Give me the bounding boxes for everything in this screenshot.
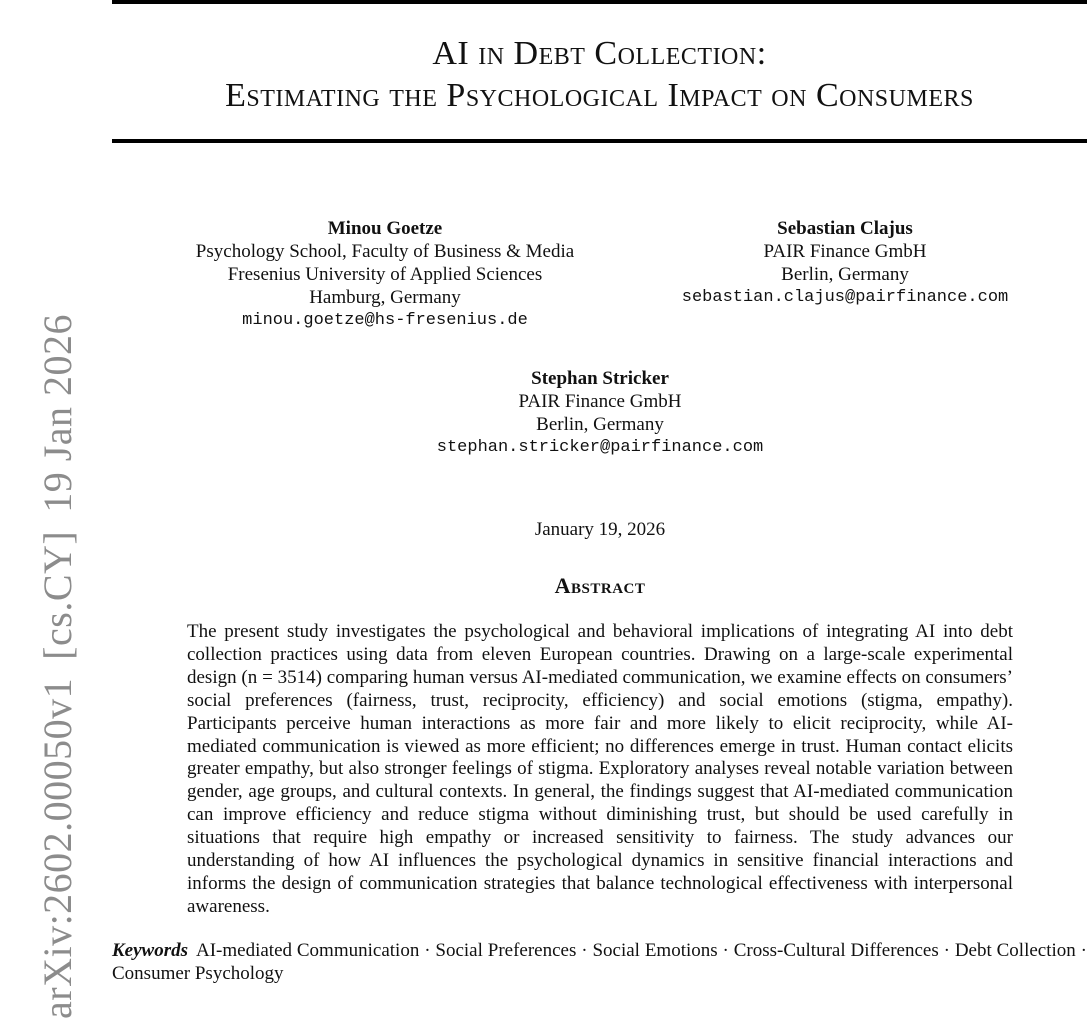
author-block-3 [400, 367, 800, 459]
author-affiliation-line: PAIR Finance GmbH [763, 241, 927, 262]
keywords-label: Keywords [112, 940, 188, 961]
paper-title-line-1: AI in Debt Collection: [432, 35, 767, 72]
arxiv-id: arXiv:2602.00050v1 [35, 677, 80, 1019]
author-block-1 [170, 217, 600, 332]
author-email[interactable]: stephan.stricker@pairfinance.com [436, 438, 764, 457]
abstract-text: The present study investigates the psychological and behavioral implications of integrating AI into debt collection practices using data from eleven European countries. Drawing on a large-scale experimental design (n = 3514) comparing human versus AI-mediated communication, we examine effects on consumers’ social preferences (fairness, trust, reciprocity, efficiency) and social emotions (stigma, empathy). Participants perceive human interactions as more fair and more likely to elicit reciprocity, while AI-mediated communication is viewed as more efficient; no differences emerge in trust. Human contact elicits greater empathy, but also stronger feelings of stigma. Exploratory analyses reveal notable variation between gender, age groups, and cultural contexts. In general, the findings suggest that AI-mediated communication can improve efficiency and reduce stigma without diminishing trust, but should be used carefully in situations that require high empathy or increased sensitivity to fairness. The study advances our understanding of how AI influences the psychological dynamics in sensitive financial interactions and informs the design of communication strategies that balance technological effectiveness with interpersonal awareness. [187, 621, 1013, 917]
paper-title-line-2: Estimating the Psychological Impact on Consumers [225, 77, 974, 114]
author-affiliation-line: Berlin, Germany [536, 414, 664, 435]
arxiv-stamp [35, 296, 80, 1019]
author-affiliation-line: Berlin, Germany [781, 264, 909, 285]
author-name: Sebastian Clajus [777, 218, 913, 239]
author-name: Minou Goetze [327, 218, 443, 239]
top-rule [112, 0, 1087, 4]
author-name: Stephan Stricker [531, 368, 669, 389]
keywords-list: AI-mediated Communication · Social Preferences · Social Emotions · Cross-Cultural Differences · Debt Collection · Consumer Psychology [112, 940, 1087, 984]
bottom-rule [112, 139, 1087, 143]
author-affiliation-line: Psychology School, Faculty of Business & Media [195, 241, 575, 262]
author-block-2 [660, 217, 1030, 309]
abstract-heading: Abstract [554, 573, 646, 598]
author-email[interactable]: sebastian.clajus@pairfinance.com [681, 288, 1009, 307]
author-affiliation-line: Hamburg, Germany [309, 287, 461, 308]
author-affiliation-line: Fresenius University of Applied Sciences [227, 264, 543, 285]
publication-date: January 19, 2026 [534, 519, 666, 540]
author-email[interactable]: minou.goetze@hs-fresenius.de [242, 311, 528, 330]
arxiv-category: [cs.CY] [35, 530, 80, 660]
arxiv-date: 19 Jan 2026 [35, 313, 80, 513]
author-affiliation-line: PAIR Finance GmbH [518, 391, 682, 412]
keywords-section [112, 939, 1087, 985]
